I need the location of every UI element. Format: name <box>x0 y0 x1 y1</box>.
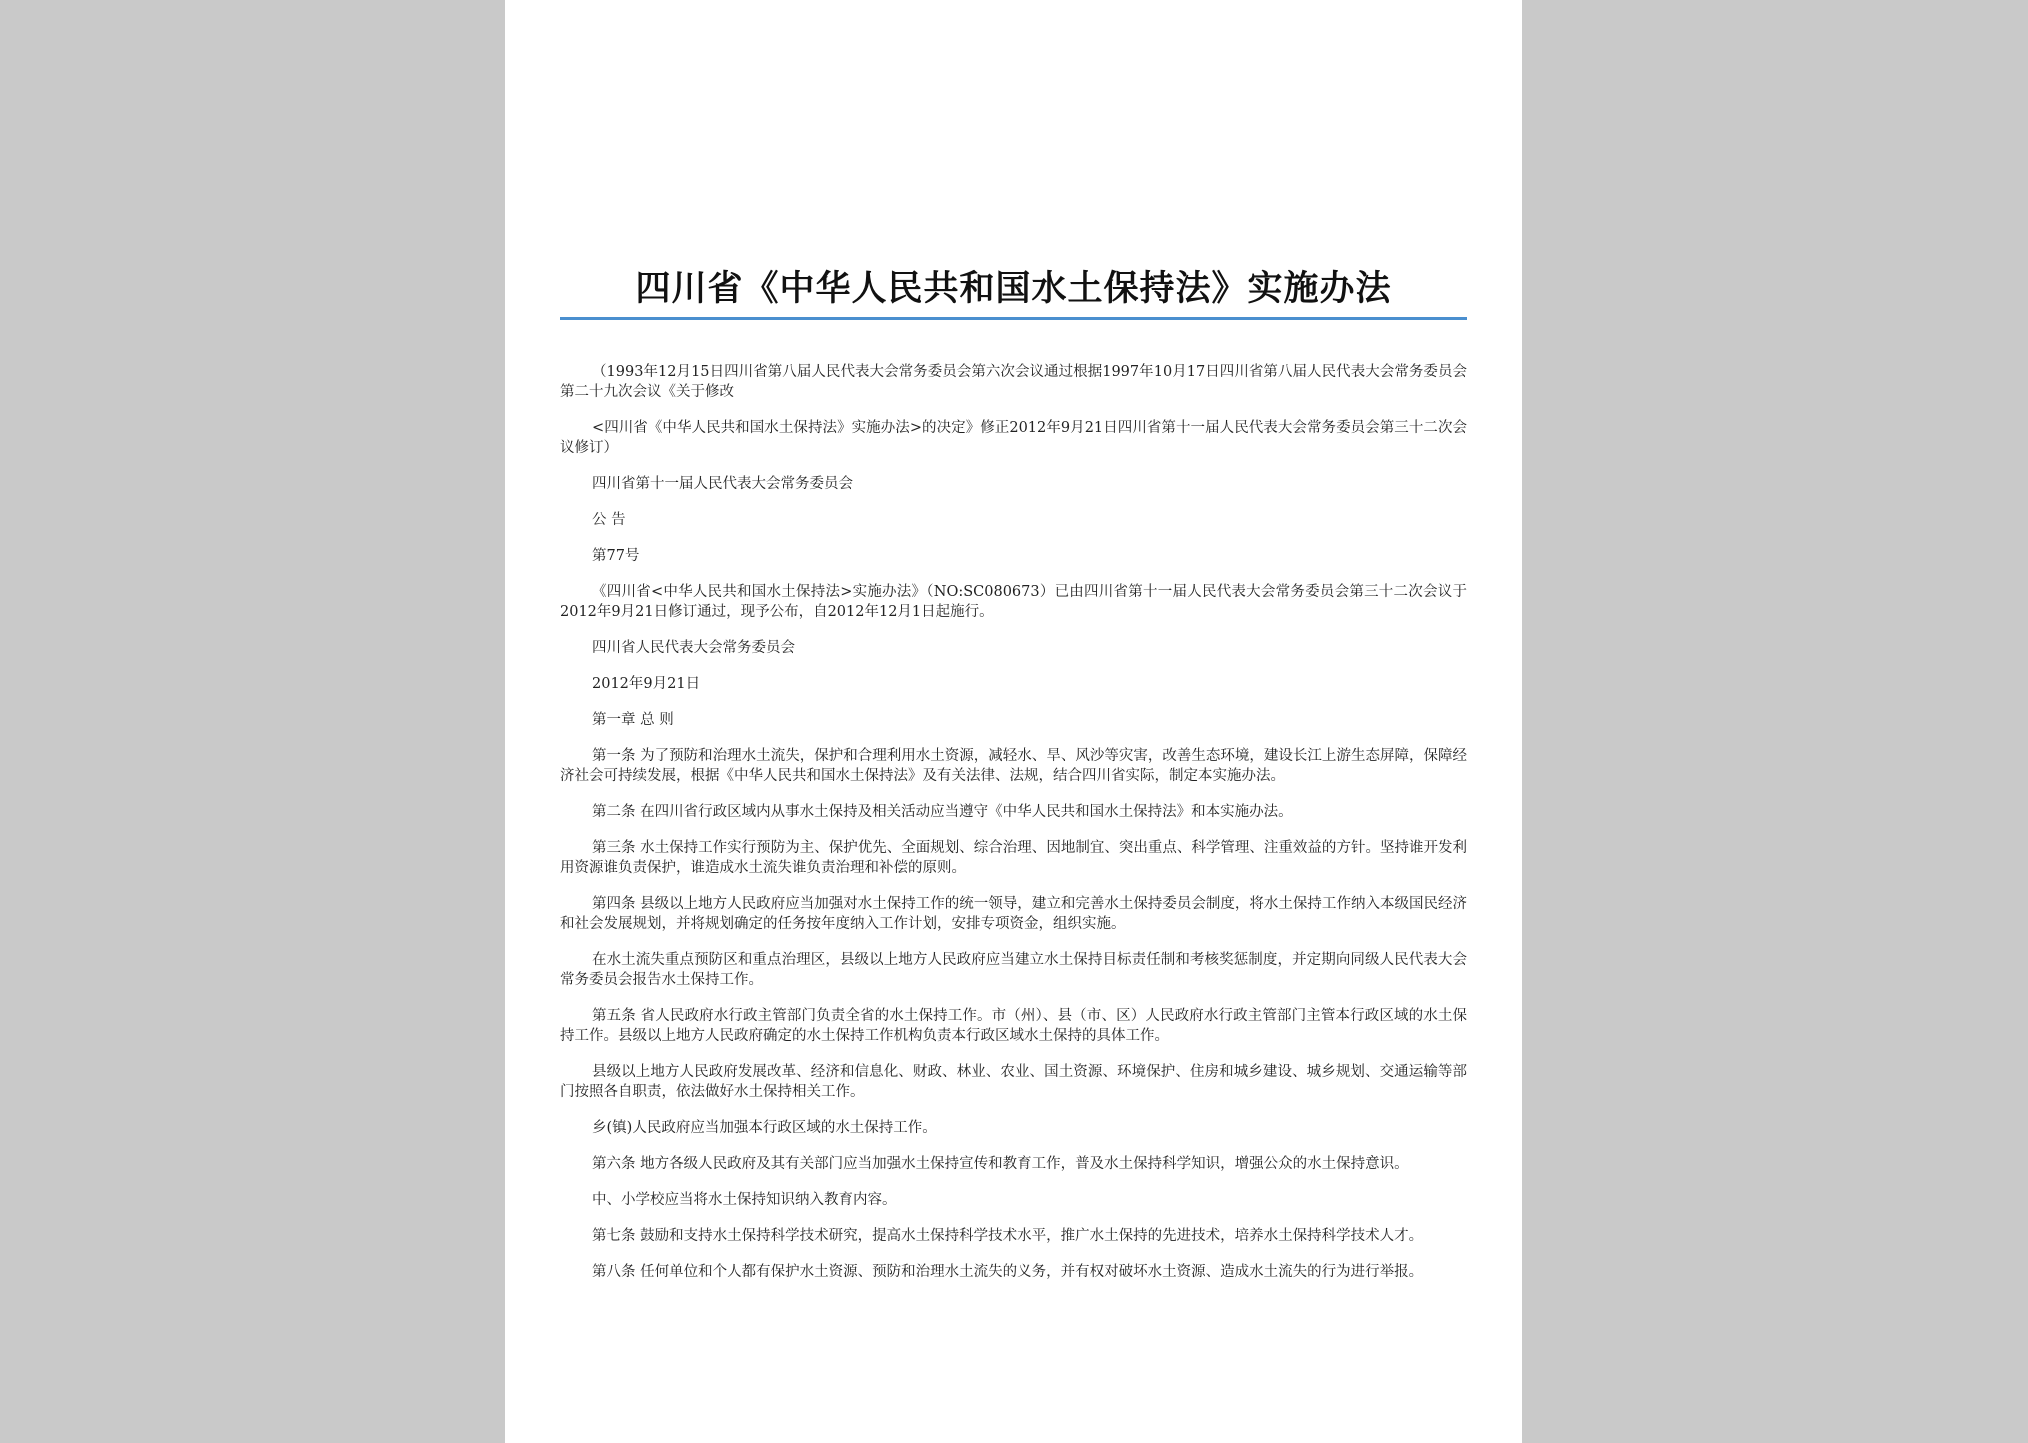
article-paragraph: 第八条 任何单位和个人都有保护水土资源、预防和治理水土流失的义务，并有权对破坏水土资源、造成水土流失的行为进行举报。 <box>592 1264 1424 1280</box>
article-paragraph: 在水土流失重点预防区和重点治理区，县级以上地方人民政府应当建立水土保持目标责任制和考核奖惩制度，并定期向同级人民代表大会常务委员会报告水土保持工作。 <box>560 952 1467 988</box>
article-paragraph: 第四条 县级以上地方人民政府应当加强对水土保持工作的统一领导，建立和完善水土保持委员会制度，将水土保持工作纳入本级国民经济和社会发展规划，并将规划确定的任务按年度纳入工作计划，安排专项资金，组织实施。 <box>560 896 1467 932</box>
preamble-paragraph: （1993年12月15日四川省第八届人民代表大会常务委员会第六次会议通过根据1997年10月17日四川省第八届人民代表大会常务委员会第二十九次会议《关于修改 <box>560 364 1467 400</box>
document-title: 四川省《中华人民共和国水土保持法》实施办法 <box>635 269 1392 309</box>
article-paragraph: 第二条 在四川省行政区域内从事水土保持及相关活动应当遵守《中华人民共和国水土保持法》和本实施办法。 <box>592 804 1293 820</box>
announcement-heading: 公 告 <box>592 512 626 528</box>
preamble-paragraph: <四川省《中华人民共和国水土保持法》实施办法>的决定》修正2012年9月21日四川省第十一届人民代表大会常务委员会第三十二次会议修订） <box>560 420 1467 456</box>
document-page <box>505 0 1522 1443</box>
article-paragraph: 第三条 水土保持工作实行预防为主、保护优先、全面规划、综合治理、因地制宜、突出重点、科学管理、注重效益的方针。坚持谁开发利用资源谁负责保护，谁造成水土流失谁负责治理和补偿的原则。 <box>560 840 1467 876</box>
announcement-number: 第77号 <box>592 548 640 564</box>
chapter-heading: 第一章 总 则 <box>592 712 674 728</box>
article-paragraph: 乡(镇)人民政府应当加强本行政区域的水土保持工作。 <box>592 1120 937 1136</box>
article-paragraph: 第五条 省人民政府水行政主管部门负责全省的水土保持工作。市（州）、县（市、区）人民政府水行政主管部门主管本行政区域的水土保持工作。县级以上地方人民政府确定的水土保持工作机构负责本行政区域水土保持的具体工作。 <box>560 1008 1467 1044</box>
article-paragraph: 第一条 为了预防和治理水土流失，保护和合理利用水土资源，减轻水、旱、风沙等灾害，改善生态环境，建设长江上游生态屏障，保障经济社会可持续发展，根据《中华人民共和国水土保持法》及有关法律、法规，结合四川省实际，制定本实施办法。 <box>560 748 1467 784</box>
article-paragraph: 中、小学校应当将水土保持知识纳入教育内容。 <box>592 1192 897 1208</box>
announcement-text: 《四川省<中华人民共和国水土保持法>实施办法》（NO:SC080673）已由四川省第十一届人民代表大会常务委员会第三十二次会议于2012年9月21日修订通过，现予公布，自2012年12月1日起施行。 <box>560 584 1467 620</box>
article-paragraph: 第六条 地方各级人民政府及其有关部门应当加强水土保持宣传和教育工作，普及水土保持科学知识，增强公众的水土保持意识。 <box>592 1156 1409 1172</box>
title-underline <box>560 317 1467 320</box>
issuer-line: 四川省第十一届人民代表大会常务委员会 <box>592 476 853 492</box>
signatory-line: 四川省人民代表大会常务委员会 <box>592 640 795 656</box>
date-line: 2012年9月21日 <box>592 676 701 692</box>
article-paragraph: 第七条 鼓励和支持水土保持科学技术研究，提高水土保持科学技术水平，推广水土保持的先进技术，培养水土保持科学技术人才。 <box>592 1228 1424 1244</box>
document-body <box>560 362 1467 1298</box>
article-paragraph: 县级以上地方人民政府发展改革、经济和信息化、财政、林业、农业、国土资源、环境保护、住房和城乡建设、城乡规划、交通运输等部门按照各自职责，依法做好水土保持相关工作。 <box>560 1064 1467 1100</box>
